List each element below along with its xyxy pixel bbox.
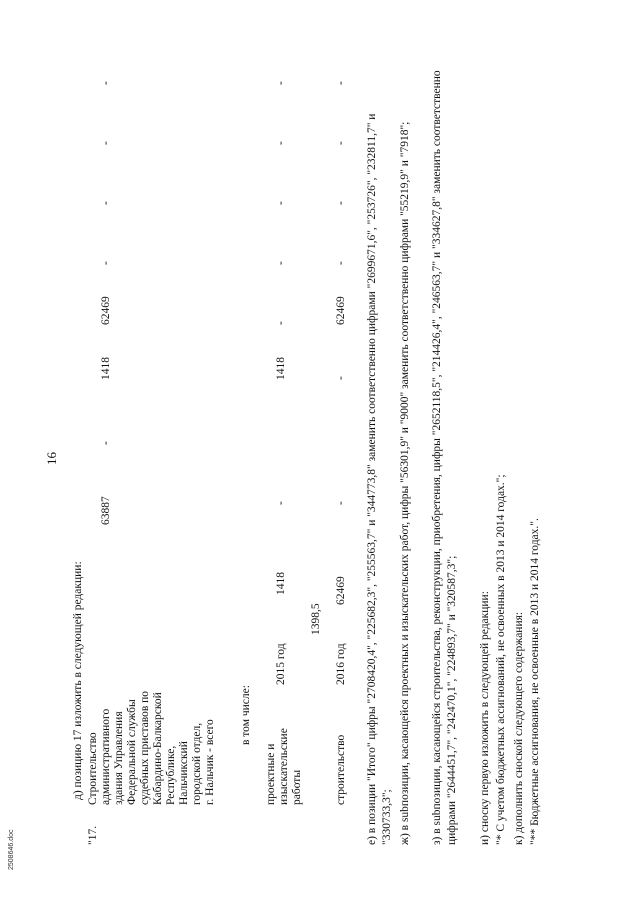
page-number: 16 <box>44 452 59 465</box>
paragraph-footnote2: "** Бюджетные ассигнования, не освоенные в 2013 и 2014 годах.". <box>529 518 541 845</box>
paragraph-e: е) в позиции "Итого" цифры "2708420,4", "225682,3", "255563,7" и "344773,8" заменить соответственно цифрами "2699671,6", "253726", "232811,7" и "330733,3"; <box>366 113 393 845</box>
total-col-4: 62469 <box>100 296 112 325</box>
design-year: 2015 год <box>275 643 287 685</box>
construction-col-4: 62469 <box>335 296 347 325</box>
construction-col-6: - <box>335 201 347 205</box>
paragraph-zh: ж) в subпозиции, касающейся проектных и изыскательских работ, цифры "56301,9" и "9000" заменить соответственно цифрами "55219,9" и "7918"; <box>399 121 411 845</box>
total-col-2: - <box>100 441 112 445</box>
design-col-7: - <box>275 141 287 145</box>
total-col-6: - <box>100 201 112 205</box>
design-col-8: - <box>275 81 287 85</box>
design-col-5: - <box>275 261 287 265</box>
construction-col-1: 62469 <box>335 576 347 605</box>
paragraph-z: з) в subпозиции, касающейся строительства, реконструкции, приобретения, цифры "2652118,5", "214426,4", "246563,7" и "334627,8" заменить соответственно цифрами "2644451,7", "242470,1", "224893,7" и "320587,3"; <box>431 70 458 845</box>
design-label: проектные и изыскательские работы <box>265 728 303 805</box>
item-number: "17. <box>87 825 99 845</box>
paragraph-k: к) дополнить сноской следующего содержания: <box>513 611 525 845</box>
subheader: в том числе: <box>240 685 252 745</box>
construction-col-7: - <box>335 141 347 145</box>
total-col-3: 1418 <box>100 357 112 380</box>
design-col-6: - <box>275 201 287 205</box>
construction-col-2: - <box>335 501 347 505</box>
paragraph-i: и) сноску первую изложить в следующей редакции: <box>479 591 491 845</box>
total-col-7: - <box>100 141 112 145</box>
total-col-5: - <box>100 261 112 265</box>
document-id: 2508646.doc <box>8 829 15 870</box>
paragraph-footnote1: "* С учетом бюджетных ассигнований, не освоенных в 2013 и 2014 годах."; <box>495 474 507 845</box>
section-header: д) позицию 17 изложить в следующей редакции: <box>72 561 84 800</box>
construction-col-8: - <box>335 81 347 85</box>
design-col-2: - <box>275 501 287 505</box>
construction-col-3: - <box>335 376 347 380</box>
design-col-1: 1418 <box>275 572 287 595</box>
construction-year: 2016 год <box>335 643 347 685</box>
item-title: Строительство административного здания Управления Федеральной службы судебных приставов по Кабардино-Балкарской Республике, Нальчикский городской отдел, г. Нальчик - всего <box>87 690 216 805</box>
construction-col-5: - <box>335 261 347 265</box>
construction-year-value: 1398,5 <box>310 603 322 635</box>
construction-label: строительство <box>335 734 347 805</box>
design-col-3: 1418 <box>275 357 287 380</box>
total-col-1: 63887 <box>100 496 112 525</box>
design-col-4: - <box>275 321 287 325</box>
total-col-8: - <box>100 81 112 85</box>
